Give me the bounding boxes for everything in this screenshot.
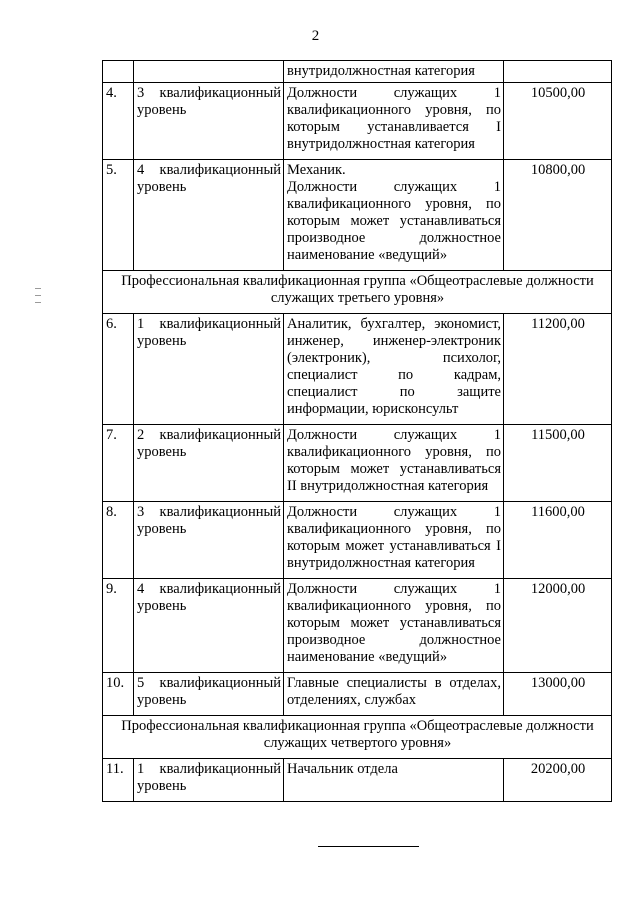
position-line: наименование «ведущий»	[287, 649, 448, 665]
qualification-level	[134, 673, 284, 716]
position-description	[284, 673, 504, 716]
row-number: 7.	[103, 425, 134, 502]
level-number: 4	[137, 581, 145, 597]
margin-mark	[35, 295, 41, 296]
row-number: 10.	[103, 673, 134, 716]
salary-value: 10800,00	[504, 160, 612, 271]
level-line	[137, 85, 281, 102]
level-suffix: уровень	[137, 692, 187, 708]
position-line: отделениях, службах	[287, 692, 416, 708]
salary-value: 11200,00	[504, 314, 612, 425]
level-word: квалификационный	[159, 504, 281, 520]
page-number: 2	[311, 28, 320, 44]
position-line: Должности служащих 1	[287, 427, 501, 443]
level-number: 4	[137, 162, 145, 178]
level-line	[137, 316, 281, 333]
position-line: Аналитик, бухгалтер, экономист,	[287, 316, 501, 332]
position-line: квалификационного уровня, по	[287, 196, 501, 212]
position-line: квалификационного уровня, по	[287, 444, 501, 460]
end-underline	[318, 846, 419, 847]
position-line: которым устанавливается I	[287, 119, 501, 135]
salary-value: 11500,00	[504, 425, 612, 502]
level-suffix: уровень	[137, 333, 187, 349]
salary-table	[102, 60, 612, 802]
table-row	[103, 61, 612, 83]
group-header-row	[103, 271, 612, 314]
position-line: которым может устанавливаться	[287, 615, 501, 631]
level-number: 3	[137, 85, 145, 101]
salary-value: 10500,00	[504, 83, 612, 160]
level-suffix: уровень	[137, 444, 187, 460]
level-number: 2	[137, 427, 145, 443]
position-line: наименование «ведущий»	[287, 247, 448, 263]
position-line: Главные специалисты в отделах,	[287, 675, 501, 691]
row-number: 8.	[103, 502, 134, 579]
position-line: которым может устанавливаться	[287, 213, 501, 229]
position-description	[284, 160, 504, 271]
salary-value: 13000,00	[504, 673, 612, 716]
position-line: внутридолжностная категория	[287, 136, 475, 152]
salary-cell	[504, 61, 612, 83]
level-line	[137, 761, 281, 778]
table-row	[103, 673, 612, 716]
qualification-level	[134, 579, 284, 673]
position-line: квалификационного уровня, по	[287, 521, 501, 537]
qualification-level	[134, 314, 284, 425]
salary-value: 20200,00	[504, 759, 612, 802]
position-line: Механик.	[287, 162, 346, 178]
level-cell	[134, 61, 284, 83]
position-line: которым может устанавливаться	[287, 461, 501, 477]
position-line: квалификационного уровня, по	[287, 102, 501, 118]
level-number: 3	[137, 504, 145, 520]
row-number: 4.	[103, 83, 134, 160]
position-line: специалист по защите	[287, 384, 501, 400]
table-row	[103, 83, 612, 160]
qualification-level	[134, 83, 284, 160]
level-line	[137, 504, 281, 521]
margin-mark	[35, 302, 41, 303]
position-line: специалист по кадрам,	[287, 367, 501, 383]
position-line: Должности служащих 1	[287, 179, 501, 195]
level-word: квалификационный	[159, 427, 281, 443]
level-suffix: уровень	[137, 179, 187, 195]
position-description	[284, 83, 504, 160]
table-row	[103, 579, 612, 673]
level-suffix: уровень	[137, 778, 187, 794]
qualification-level	[134, 759, 284, 802]
level-suffix: уровень	[137, 102, 187, 118]
position-line: информации, юрисконсульт	[287, 401, 459, 417]
level-suffix: уровень	[137, 521, 187, 537]
level-word: квалификационный	[159, 675, 281, 691]
row-number: 6.	[103, 314, 134, 425]
level-word: квалификационный	[159, 581, 281, 597]
position-line: II внутридолжностная категория	[287, 478, 489, 494]
level-number: 5	[137, 675, 145, 691]
position-description	[284, 502, 504, 579]
position-line: которым может устанавливаться I	[287, 538, 501, 554]
level-number: 1	[137, 316, 145, 332]
table-row	[103, 759, 612, 802]
position-cell: внутридолжностная категория	[284, 61, 504, 83]
level-word: квалификационный	[159, 316, 281, 332]
row-number: 11.	[103, 759, 134, 802]
table-row	[103, 502, 612, 579]
position-description	[284, 759, 504, 802]
position-line: производное должностное	[287, 632, 501, 648]
level-word: квалификационный	[159, 162, 281, 178]
margin-mark	[35, 288, 41, 289]
position-description	[284, 314, 504, 425]
position-line: Должности служащих 1	[287, 581, 501, 597]
salary-value: 11600,00	[504, 502, 612, 579]
group-header-row	[103, 716, 612, 759]
table-row	[103, 160, 612, 271]
professional-group-title: Профессиональная квалификационная группа «Общеотраслевые должности служащих четвертого уровня»	[103, 716, 612, 759]
position-line: производное должностное	[287, 230, 501, 246]
level-line	[137, 675, 281, 692]
level-suffix: уровень	[137, 598, 187, 614]
position-description	[284, 579, 504, 673]
position-description	[284, 425, 504, 502]
level-line	[137, 427, 281, 444]
position-line: инженер, инженер-электроник	[287, 333, 501, 349]
position-line: Начальник отдела	[287, 761, 398, 777]
table-row	[103, 425, 612, 502]
qualification-level	[134, 502, 284, 579]
position-line: Должности служащих 1	[287, 85, 501, 101]
position-line: Должности служащих 1	[287, 504, 501, 520]
position-line: внутридолжностная категория	[287, 555, 475, 571]
qualification-level	[134, 160, 284, 271]
salary-table-body	[103, 61, 612, 802]
level-word: квалификационный	[159, 761, 281, 777]
level-word: квалификационный	[159, 85, 281, 101]
margin-marks	[35, 288, 41, 309]
number-cell	[103, 61, 134, 83]
salary-value: 12000,00	[504, 579, 612, 673]
level-line	[137, 581, 281, 598]
professional-group-title: Профессиональная квалификационная группа «Общеотраслевые должности служащих третьего уровня»	[103, 271, 612, 314]
row-number: 5.	[103, 160, 134, 271]
position-line: квалификационного уровня, по	[287, 598, 501, 614]
position-line: (электроник), психолог,	[287, 350, 501, 366]
table-row	[103, 314, 612, 425]
level-line	[137, 162, 281, 179]
level-number: 1	[137, 761, 145, 777]
qualification-level	[134, 425, 284, 502]
row-number: 9.	[103, 579, 134, 673]
